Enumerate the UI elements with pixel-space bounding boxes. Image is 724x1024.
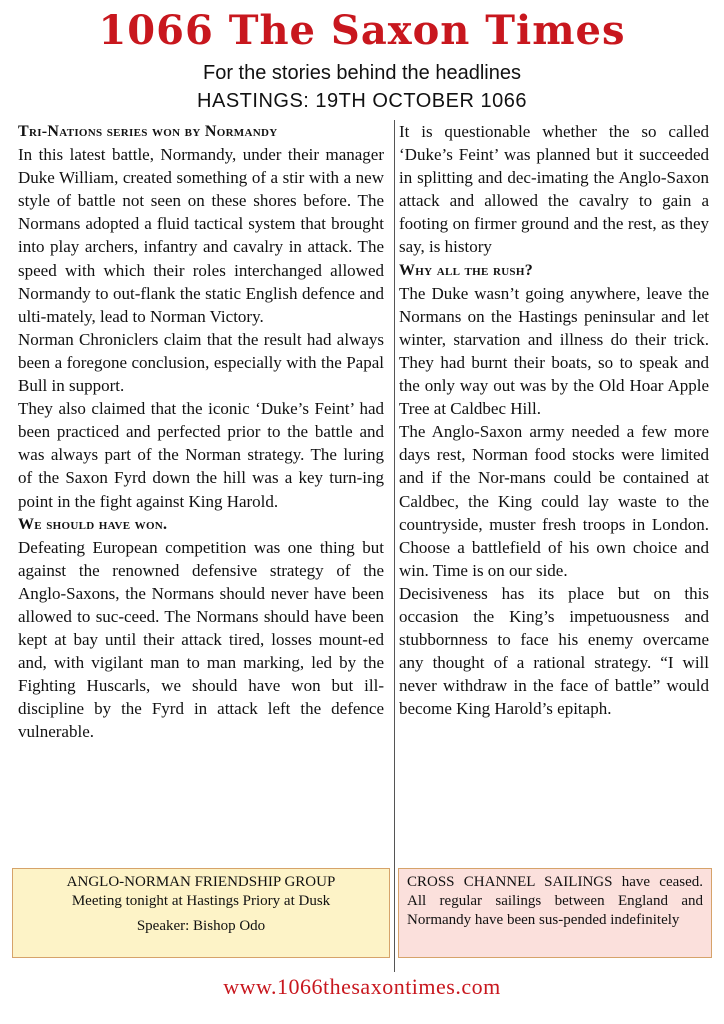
- article-paragraph: Norman Chroniclers claim that the result had always been a foregone conclusion, especially with the Papal Bull in support.: [18, 329, 384, 396]
- article-paragraph: The Duke wasn’t going anywhere, leave the Normans on the Hastings peninsular and let winter, starvation and illness do their trick. They had burnt their boats, so to speak and the only way out was by the Old Hoar Apple Tree at Caldbec Hill.: [399, 283, 709, 419]
- article-paragraph: Defeating European competition was one thing but against the renowned defensive strategy of the Anglo-Saxons, the Normans should never have been allowed to suc-ceed. The Normans should have been kept at bay until their attack tired, losses mount-ed and, with vigilant man to man marking, led by the Fighting Huscarls, we should have won but ill-discipline by the Fyrd in attack left the defence vulnerable.: [18, 537, 384, 742]
- notice-meeting: Meeting tonight at Hastings Priory at Dusk: [71, 893, 331, 909]
- article-paragraph: In this latest battle, Normandy, under their manager Duke William, created something of a stir with a new style of battle not seen on these shores before. The Normans adopted a fluid tactical system that brought into play archers, infantry and cavalry in attack. The speed with which their roles interchanged allowed Normandy to out-flank the static English defence and ulti-mately, lead to Norman Victory.: [18, 145, 384, 326]
- article-paragraph: Decisiveness has its place but on this occasion the King’s impetuousness and stubbornness to face his enemy overcame any thought of a rational strategy. “I will never withdraw in the face of battle” would become King Harold’s epitaph.: [399, 583, 709, 719]
- website-link[interactable]: www.1066thesaxontimes.com: [223, 974, 501, 999]
- sailings-text: CROSS CHANNEL SAILINGS have ceased. All regular sailings between England and Normandy have been sus-pended indefinitely: [407, 874, 703, 928]
- notice-speaker: Speaker: Bishop Odo: [136, 918, 266, 934]
- dateline: HASTINGS: 19TH OCTOBER 1066: [197, 90, 527, 112]
- masthead-title: 1066 The Saxon Times: [98, 7, 626, 54]
- article-paragraph: It is questionable whether the so called ‘Duke’s Feint’ was planned but it succeeded in splitting and dec-imating the Anglo-Saxon attack and allowed the cavalry to gain a footing on firmer ground and the rest, as they say, is history: [399, 122, 709, 257]
- headline-why-the-rush: Why all the rush?: [399, 261, 534, 279]
- friendship-group-notice: [12, 868, 390, 958]
- sailings-notice: [398, 868, 712, 958]
- right-column: [399, 120, 709, 720]
- left-column: [18, 120, 384, 744]
- article-paragraph: The Anglo-Saxon army needed a few more days rest, Norman food stocks were limited and if the Nor-mans could be contained at Caldbec, the King could lay waste to the countryside, muster fresh troops in London. Choose a battlefield of his own choice and win. Time is on our side.: [399, 422, 709, 580]
- notice-title: ANGLO-NORMAN FRIENDSHIP GROUP: [66, 874, 336, 890]
- tagline: For the stories behind the headlines: [203, 62, 521, 84]
- headline-should-have-won: We should have won.: [18, 515, 168, 533]
- article-paragraph: They also claimed that the iconic ‘Duke’s Feint’ had been practiced and perfected prior to the battle and was always part of the Norman strategy. The luring of the Saxon Fyrd down the hill was a key turn-ing point in the fight against King Harold.: [18, 399, 384, 511]
- column-divider: [394, 120, 395, 972]
- headline-tri-nations: Tri-Nations series won by Normandy: [18, 123, 278, 140]
